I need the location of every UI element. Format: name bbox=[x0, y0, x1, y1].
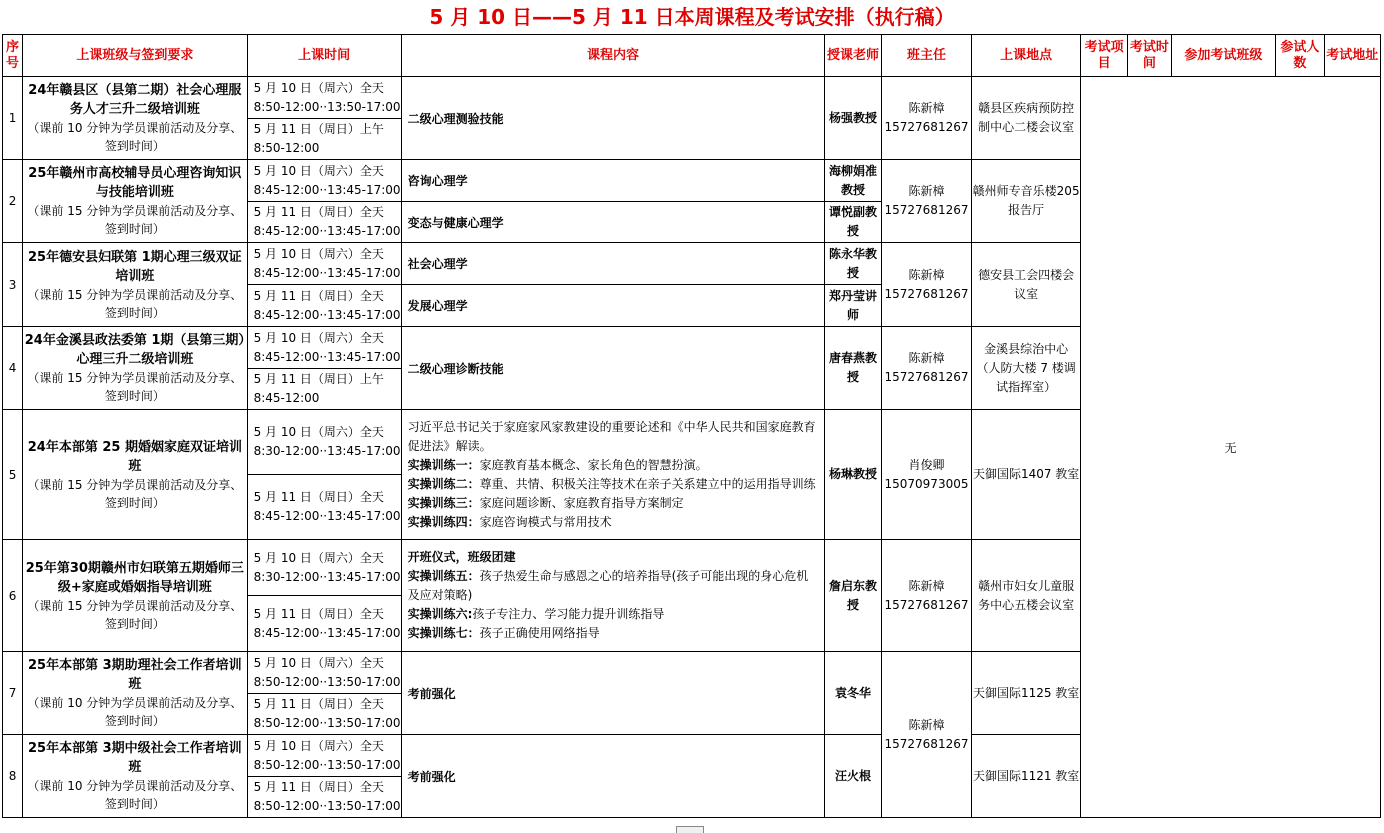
manager-name: 陈新樟 bbox=[908, 578, 945, 593]
time-cell bbox=[247, 652, 401, 694]
class-name: 25年德安县妇联第 1期心理三级双证培训班 bbox=[28, 249, 242, 284]
training-text: 孩子正确使用网络指导 bbox=[479, 626, 600, 640]
manager-cell bbox=[881, 243, 972, 327]
time-hours: 8:45-12:00··13:45-17:00 bbox=[253, 224, 401, 238]
exam-none-cell: 无 bbox=[1080, 77, 1380, 818]
location-cell: 德安县工会四楼会议室 bbox=[972, 243, 1081, 327]
time-cell bbox=[247, 369, 401, 410]
class-name: 25年本部第 3期中级社会工作者培训班 bbox=[28, 741, 242, 775]
time-day: 5 月 10 日（周六）全天 bbox=[253, 425, 384, 439]
page-title: 5 月 10 日——5 月 11 日本周课程及考试安排（执行稿） bbox=[429, 5, 955, 29]
manager-phone: 15727681267 bbox=[884, 736, 969, 751]
row-seq: 4 bbox=[3, 327, 23, 410]
class-note: （课前 10 分钟为学员课前活动及分享、签到时间） bbox=[27, 121, 243, 153]
class-note: （课前 15 分钟为学员课前活动及分享、签到时间） bbox=[27, 287, 243, 320]
teacher-cell: 杨琳教授 bbox=[825, 410, 881, 540]
course-cell: 二级心理测验技能 bbox=[401, 77, 825, 160]
training-text: 家庭咨询模式与常用技术 bbox=[479, 514, 612, 529]
location-cell: 赣州师专音乐楼205 报告厅 bbox=[972, 160, 1081, 243]
time-cell bbox=[247, 202, 401, 243]
row-seq: 1 bbox=[3, 77, 23, 160]
class-cell bbox=[23, 327, 247, 410]
class-cell bbox=[23, 735, 247, 818]
header-manager: 班主任 bbox=[881, 35, 972, 77]
course-cell: 考前强化 bbox=[401, 652, 825, 735]
time-cell bbox=[247, 160, 401, 202]
course-detail-cell bbox=[401, 540, 825, 652]
manager-name: 陈新樟 bbox=[908, 717, 945, 732]
course-intro: 开班仪式，班级团建 bbox=[407, 550, 516, 564]
location-cell: 金溪县综治中心（人防大楼 7 楼调试指挥室） bbox=[972, 327, 1081, 410]
time-day: 5 月 10 日（周六）全天 bbox=[253, 80, 384, 95]
class-cell bbox=[23, 410, 247, 540]
time-cell bbox=[247, 119, 401, 160]
manager-phone: 15727681267 bbox=[884, 597, 969, 612]
time-cell bbox=[247, 285, 401, 327]
manager-phone: 15727681267 bbox=[884, 286, 969, 301]
location-cell: 赣县区疾病预防控制中心二楼会议室 bbox=[972, 77, 1081, 160]
location-cell: 赣州市妇女儿童服务中心五楼会议室 bbox=[972, 540, 1081, 652]
table-row bbox=[3, 77, 1381, 119]
course-cell: 咨询心理学 bbox=[401, 160, 825, 202]
time-hours: 8:30-12:00··13:45-17:00 bbox=[253, 569, 401, 584]
class-cell bbox=[23, 540, 247, 652]
row-seq: 5 bbox=[3, 410, 23, 540]
training-text: 孩子专注力、学习能力提升训练指导 bbox=[472, 607, 665, 621]
time-day: 5 月 11 日（周日）全天 bbox=[253, 205, 384, 219]
time-cell bbox=[247, 694, 401, 735]
manager-name: 肖俊卿 bbox=[908, 457, 945, 472]
time-hours: 8:50-12:00··13:50-17:00 bbox=[253, 757, 401, 772]
time-day: 5 月 11 日（周日）全天 bbox=[253, 697, 384, 711]
time-hours: 8:45-12:00 bbox=[253, 391, 320, 405]
time-day: 5 月 10 日（周六）全天 bbox=[253, 330, 384, 345]
training-label: 实操训练二： bbox=[407, 476, 480, 491]
teacher-cell: 唐春燕教授 bbox=[825, 327, 881, 410]
header-row bbox=[3, 35, 1381, 77]
training-label: 实操训练三： bbox=[407, 495, 480, 510]
teacher-cell: 海柳娟准教授 bbox=[825, 160, 881, 202]
course-cell: 社会心理学 bbox=[401, 243, 825, 285]
header-seq: 序号 bbox=[3, 35, 23, 77]
row-seq: 7 bbox=[3, 652, 23, 735]
header-exam-addr: 考试地址 bbox=[1324, 35, 1380, 77]
class-cell bbox=[23, 243, 247, 327]
training-text: 家庭教育基本概念、家长角色的智慧扮演。 bbox=[479, 457, 708, 472]
time-hours: 8:50-12:00··13:50-17:00 bbox=[253, 99, 401, 114]
time-hours: 8:50-12:00··13:50-17:00 bbox=[253, 799, 401, 813]
manager-phone: 15070973005 bbox=[884, 476, 969, 491]
class-note: （课前 10 分钟为学员课前活动及分享、签到时间） bbox=[27, 779, 243, 811]
manager-name: 陈新樟 bbox=[908, 351, 945, 365]
course-detail-cell bbox=[401, 410, 825, 540]
training-item bbox=[408, 605, 819, 624]
teacher-cell: 郑丹莹讲师 bbox=[825, 285, 881, 327]
manager-name: 陈新樟 bbox=[908, 101, 945, 115]
time-hours: 8:50-12:00 bbox=[253, 141, 320, 155]
time-hours: 8:45-12:00··13:45-17:00 bbox=[253, 307, 401, 322]
header-exam-class: 参加考试班级 bbox=[1171, 35, 1276, 77]
header-location: 上课地点 bbox=[972, 35, 1081, 77]
manager-cell bbox=[881, 540, 972, 652]
training-label: 实操训练四： bbox=[407, 514, 480, 529]
training-text: 家庭问题诊断、家庭教育指导方案制定 bbox=[479, 495, 684, 510]
class-cell bbox=[23, 652, 247, 735]
course-cell: 变态与健康心理学 bbox=[401, 202, 825, 243]
teacher-cell: 杨强教授 bbox=[825, 77, 881, 160]
time-cell bbox=[247, 735, 401, 777]
row-seq: 6 bbox=[3, 540, 23, 652]
time-day: 5 月 10 日（周六）全天 bbox=[253, 163, 384, 178]
time-cell bbox=[247, 475, 401, 540]
time-day: 5 月 10 日（周六）全天 bbox=[253, 655, 384, 670]
class-note: （课前 15 分钟为学员课前活动及分享、签到时间） bbox=[27, 598, 243, 631]
time-day: 5 月 11 日（周日）全天 bbox=[253, 288, 384, 303]
location-cell: 天御国际1125 教室 bbox=[972, 652, 1081, 735]
teacher-cell: 陈永华教授 bbox=[825, 243, 881, 285]
row-seq: 3 bbox=[3, 243, 23, 327]
time-cell bbox=[247, 77, 401, 119]
class-name: 25年赣州市高校辅导员心理咨询知识与技能培训班 bbox=[28, 166, 242, 200]
time-cell bbox=[247, 410, 401, 475]
time-day: 5 月 11 日（周日）全天 bbox=[253, 490, 384, 504]
manager-cell bbox=[881, 410, 972, 540]
training-label: 实操训练六: bbox=[407, 607, 473, 621]
teacher-cell: 詹启东教授 bbox=[825, 540, 881, 652]
time-day: 5 月 11 日（周日）全天 bbox=[253, 780, 384, 794]
class-name: 24年金溪县政法委第 1期（县第三期）心理三升二级培训班 bbox=[24, 333, 245, 367]
class-name: 24年赣县区（县第二期）社会心理服务人才三升二级培训班 bbox=[28, 83, 242, 117]
header-exam-time: 考试时间 bbox=[1128, 35, 1171, 77]
time-cell bbox=[247, 596, 401, 652]
manager-name: 陈新樟 bbox=[908, 267, 945, 282]
class-name: 24年本部第 25 期婚姻家庭双证培训班 bbox=[27, 439, 242, 474]
row-seq: 2 bbox=[3, 160, 23, 243]
header-teacher: 授课老师 bbox=[825, 35, 881, 77]
training-item bbox=[408, 624, 819, 643]
location-cell: 天御国际1121 教室 bbox=[972, 735, 1081, 818]
manager-phone: 15727681267 bbox=[884, 203, 969, 217]
training-item bbox=[408, 567, 819, 605]
time-day: 5 月 11 日（周日）上午 bbox=[253, 122, 384, 136]
class-name: 25年本部第 3期助理社会工作者培训班 bbox=[28, 658, 242, 692]
row-seq: 8 bbox=[3, 735, 23, 818]
header-content: 课程内容 bbox=[401, 35, 825, 77]
class-note: （课前 15 分钟为学员课前活动及分享、签到时间） bbox=[27, 204, 243, 236]
header-exam-item: 考试项目 bbox=[1080, 35, 1127, 77]
manager-cell bbox=[881, 77, 972, 160]
training-item bbox=[408, 494, 819, 513]
manager-phone: 15727681267 bbox=[884, 370, 969, 384]
time-day: 5 月 10 日（周六）全天 bbox=[253, 550, 384, 565]
manager-name: 陈新樟 bbox=[908, 184, 945, 198]
header-exam-count: 参试人数 bbox=[1276, 35, 1324, 77]
time-hours: 8:45-12:00··13:45-17:00 bbox=[253, 265, 401, 280]
course-cell: 发展心理学 bbox=[401, 285, 825, 327]
class-cell bbox=[23, 160, 247, 243]
time-hours: 8:50-12:00··13:50-17:00 bbox=[253, 716, 401, 730]
manager-cell bbox=[881, 652, 972, 818]
training-label: 实操训练五： bbox=[407, 569, 480, 583]
time-cell bbox=[247, 540, 401, 596]
header-class: 上课班级与签到要求 bbox=[23, 35, 247, 77]
time-day: 5 月 11 日（周日）全天 bbox=[253, 606, 384, 621]
location-cell: 天御国际1407 教室 bbox=[972, 410, 1081, 540]
teacher-cell: 谭悦副教授 bbox=[825, 202, 881, 243]
manager-cell bbox=[881, 327, 972, 410]
training-item bbox=[408, 475, 819, 494]
class-note: （课前 15 分钟为学员课前活动及分享、签到时间） bbox=[27, 371, 243, 403]
header-time: 上课时间 bbox=[247, 35, 401, 77]
course-intro: 习近平总书记关于家庭家风家教建设的重要论述和《中华人民共和国家庭教育促进法》解读。 bbox=[407, 419, 816, 453]
training-label: 实操训练七： bbox=[407, 626, 480, 640]
time-day: 5 月 11 日（周日）上午 bbox=[253, 372, 384, 386]
training-item bbox=[408, 456, 819, 475]
time-day: 5 月 10 日（周六）全天 bbox=[253, 738, 384, 753]
time-cell bbox=[247, 327, 401, 369]
time-hours: 8:45-12:00··13:45-17:00 bbox=[253, 625, 401, 640]
training-text: 尊重、共情、积极关注等技术在亲子关系建立中的运用指导训练 bbox=[479, 476, 816, 491]
time-hours: 8:50-12:00··13:50-17:00 bbox=[253, 674, 401, 689]
training-text: 孩子热爱生命与感恩之心的培养指导(孩子可能出现的身心危机及应对策略) bbox=[407, 569, 809, 602]
training-item bbox=[408, 513, 819, 532]
time-cell bbox=[247, 243, 401, 285]
time-cell bbox=[247, 777, 401, 818]
class-cell bbox=[23, 77, 247, 160]
time-hours: 8:30-12:00··13:45-17:00 bbox=[253, 444, 401, 458]
teacher-cell: 袁冬华 bbox=[825, 652, 881, 735]
teacher-cell: 汪火根 bbox=[825, 735, 881, 818]
class-name: 25年第30期赣州市妇联第五期婚师三级+家庭或婚姻指导培训班 bbox=[25, 560, 244, 595]
time-hours: 8:45-12:00··13:45-17:00 bbox=[253, 509, 401, 523]
manager-cell bbox=[881, 160, 972, 243]
course-cell: 考前强化 bbox=[401, 735, 825, 818]
training-label: 实操训练一： bbox=[407, 457, 480, 472]
time-hours: 8:45-12:00··13:45-17:00 bbox=[253, 349, 401, 364]
class-note: （课前 15 分钟为学员课前活动及分享、签到时间） bbox=[27, 477, 243, 510]
manager-phone: 15727681267 bbox=[884, 120, 969, 134]
time-day: 5 月 10 日（周六）全天 bbox=[253, 246, 384, 261]
course-cell: 二级心理诊断技能 bbox=[401, 327, 825, 410]
time-hours: 8:45-12:00··13:45-17:00 bbox=[253, 182, 401, 197]
schedule-table bbox=[2, 34, 1381, 818]
class-note: （课前 10 分钟为学员课前活动及分享、签到时间） bbox=[27, 696, 243, 728]
